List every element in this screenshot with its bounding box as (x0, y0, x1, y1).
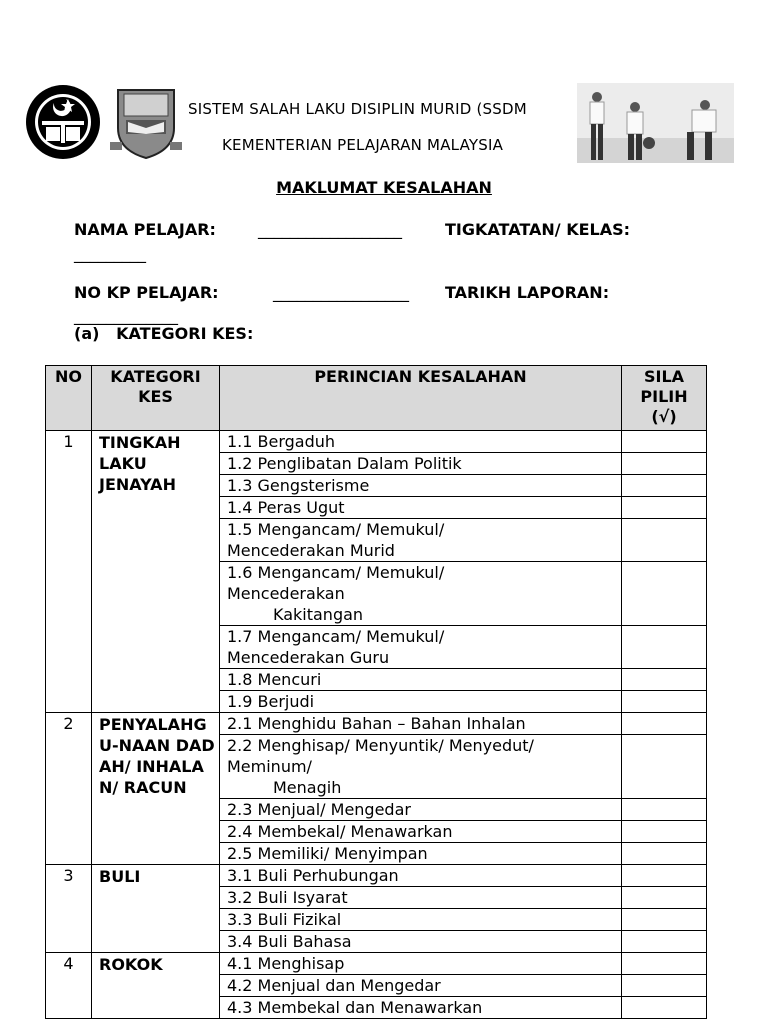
list-item: 1.8 Mencuri (220, 669, 622, 691)
group-1-kategori: TINGKAH LAKU JENAYAH (92, 431, 220, 713)
kp-input[interactable]: _________________ (273, 283, 409, 302)
section-a-label: (a) KATEGORI KES: (74, 324, 254, 343)
group-3-kategori: BULI (92, 865, 220, 953)
kelas-input[interactable]: _________ (74, 244, 146, 263)
nama-input[interactable]: __________________ (258, 220, 402, 239)
list-item: 3.3 Buli Fizikal (220, 909, 622, 931)
list-item (220, 735, 622, 799)
pick-cell-1-3[interactable] (622, 475, 707, 497)
group-3-no: 3 (46, 865, 92, 953)
header-subtitle: KEMENTERIAN PELAJARAN MALAYSIA (222, 136, 504, 154)
pick-cell-4-3[interactable] (622, 997, 707, 1019)
group-2-no: 2 (46, 713, 92, 865)
list-item: 2.4 Membekal/ Menawarkan (220, 821, 622, 843)
group-4-kategori: ROKOK (92, 953, 220, 1019)
pick-cell-4-2[interactable] (622, 975, 707, 997)
header-perincian: PERINCIAN KESALAHAN (220, 366, 622, 431)
pick-cell-3-4[interactable] (622, 931, 707, 953)
form-heading: MAKLUMAT KESALAHAN (276, 178, 492, 197)
pick-cell-1-7[interactable] (622, 626, 707, 669)
tarikh-input[interactable]: _____________ (74, 306, 178, 325)
pick-cell-2-4[interactable] (622, 821, 707, 843)
pick-cell-2-2[interactable] (622, 735, 707, 799)
pick-cell-1-1[interactable] (622, 431, 707, 453)
pick-cell-4-1[interactable] (622, 953, 707, 975)
kementerian-logo (24, 83, 102, 161)
list-item: 1.3 Gengsterisme (220, 475, 622, 497)
group-4-no: 4 (46, 953, 92, 1019)
pick-cell-1-5[interactable] (622, 519, 707, 562)
header-pilih: SILA PILIH (√) (622, 366, 707, 431)
list-item: 1.4 Peras Ugut (220, 497, 622, 519)
item-1-6-cont: Kakitangan (273, 605, 364, 624)
pick-cell-1-4[interactable] (622, 497, 707, 519)
list-item: 1.2 Penglibatan Dalam Politik (220, 453, 622, 475)
pick-cell-1-6[interactable] (622, 562, 707, 626)
pick-cell-2-1[interactable] (622, 713, 707, 735)
pick-cell-2-3[interactable] (622, 799, 707, 821)
pick-cell-3-3[interactable] (622, 909, 707, 931)
list-item: 3.2 Buli Isyarat (220, 887, 622, 909)
list-item: 3.4 Buli Bahasa (220, 931, 622, 953)
pick-cell-3-2[interactable] (622, 887, 707, 909)
kelas-label: TIGKATATAN/ KELAS: (445, 220, 631, 239)
item-2-2-cont: Menagih (273, 778, 342, 797)
pick-cell-2-5[interactable] (622, 843, 707, 865)
list-item: 2.5 Memiliki/ Menyimpan (220, 843, 622, 865)
school-crest-logo (110, 84, 182, 160)
header-title: SISTEM SALAH LAKU DISIPLIN MURID (SSDM (188, 100, 527, 118)
kategori-table (45, 365, 707, 1019)
pick-cell-1-8[interactable] (622, 669, 707, 691)
nama-label: NAMA PELAJAR: (74, 220, 216, 239)
list-item: 2.3 Menjual/ Mengedar (220, 799, 622, 821)
header-no: NO (46, 366, 92, 431)
pick-cell-3-1[interactable] (622, 865, 707, 887)
tarikh-label: TARIKH LAPORAN: (445, 283, 610, 302)
list-item: 4.3 Membekal dan Menawarkan (220, 997, 622, 1019)
pick-cell-1-2[interactable] (622, 453, 707, 475)
pick-cell-1-9[interactable] (622, 691, 707, 713)
list-item: 2.1 Menghidu Bahan – Bahan Inhalan (220, 713, 622, 735)
list-item: 1.9 Berjudi (220, 691, 622, 713)
list-item (220, 562, 622, 626)
item-1-6-text: 1.6 Mengancam/ Memukul/ Mencederakan (227, 563, 445, 603)
header-kategori: KATEGORI KES (92, 366, 220, 431)
list-item: 1.7 Mengancam/ Memukul/ Mencederakan Guru (220, 626, 622, 669)
list-item: 1.1 Bergaduh (220, 431, 622, 453)
item-2-2-text: 2.2 Menghisap/ Menyuntik/ Menyedut/ Meminum/ (227, 736, 534, 776)
kp-label: NO KP PELAJAR: (74, 283, 219, 302)
nama-row (74, 220, 216, 239)
group-1-no: 1 (46, 431, 92, 713)
list-item: 4.2 Menjual dan Mengedar (220, 975, 622, 997)
list-item: 4.1 Menghisap (220, 953, 622, 975)
list-item: 3.1 Buli Perhubungan (220, 865, 622, 887)
students-photo (577, 83, 734, 163)
group-2-kategori: PENYALAHGU-NAAN DADAH/ INHALAN/ RACUN (92, 713, 220, 865)
list-item: 1.5 Mengancam/ Memukul/ Mencederakan Murid (220, 519, 622, 562)
